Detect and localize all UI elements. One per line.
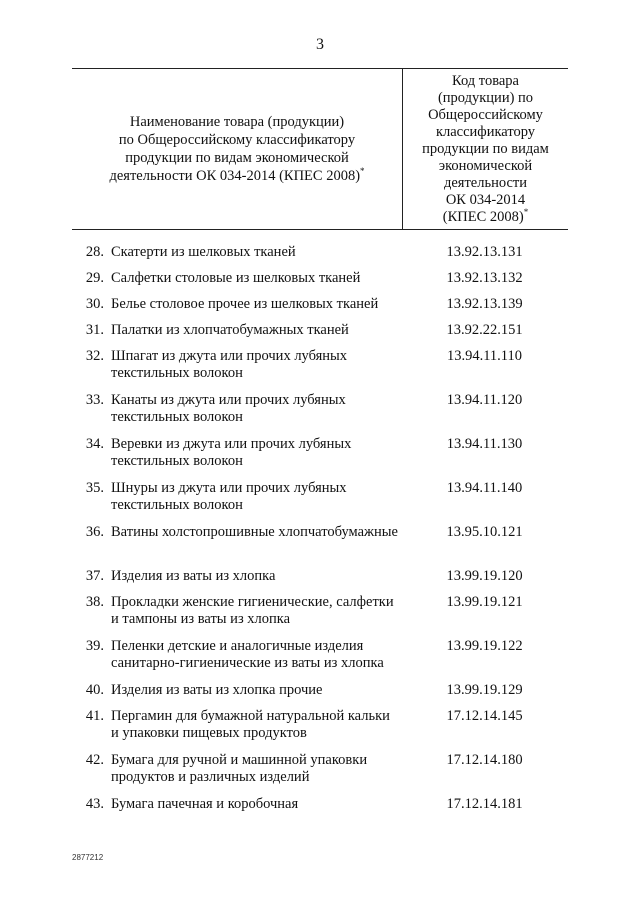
row-number: 42. [85,752,104,768]
document-code: 2877212 [72,853,104,862]
page-number: 3 [316,36,324,53]
row-number: 38. [85,594,104,610]
row-product-name: Бумага пачечная и коробочная [111,796,299,812]
row-product-code: 17.12.14.180 [446,752,523,768]
row-number: 31. [85,322,104,338]
row-product-code: 13.92.13.131 [446,244,523,260]
table-row [72,436,568,480]
row-number: 35. [85,480,104,496]
row-product-code: 13.99.19.121 [446,594,523,610]
row-product-name: Палатки из хлопчатобумажных тканей [111,322,349,338]
table-row [72,244,568,270]
row-product-name: Канаты из джута или прочих лубяных текстильных волокон [111,392,346,425]
header-name-text: Наименование товара (продукции) по Общероссийскому классификатору продукции по видам экономической деятельности ОК 034-2014 (КПЕС 2008) [109,114,361,184]
table-row [72,568,568,594]
table-row [72,322,568,348]
row-product-code: 13.92.22.151 [446,322,523,338]
table-row [72,296,568,322]
row-product-code: 17.12.14.145 [446,708,523,724]
row-product-name: Изделия из ваты из хлопка прочие [111,682,323,698]
row-number: 29. [85,270,104,286]
header-code-column [403,73,568,226]
table-row [72,392,568,436]
row-product-name: Шнуры из джута или прочих лубяных текстильных волокон [111,480,347,513]
table-row [72,682,568,708]
table-row [72,480,568,524]
table-row [72,270,568,296]
row-product-name: Пеленки детские и аналогичные изделия санитарно-гигиенические из ваты из хлопка [111,638,384,671]
table-row [72,708,568,752]
row-product-code: 17.12.14.181 [446,796,523,812]
table-row [72,594,568,638]
row-number: 32. [85,348,104,364]
row-number: 34. [85,436,104,452]
row-number: 39. [85,638,104,654]
row-product-code: 13.94.11.120 [446,392,523,408]
table-row [72,796,568,822]
table-row [72,524,568,568]
row-product-code: 13.99.19.122 [446,638,523,654]
table-row [72,348,568,392]
row-product-name: Бумага для ручной и машинной упаковки продуктов и различных изделий [111,752,368,785]
row-product-name: Веревки из джута или прочих лубяных текстильных волокон [111,436,352,469]
header-name-column [72,69,402,229]
table-row [72,638,568,682]
row-product-code: 13.92.13.139 [446,296,523,312]
row-product-code: 13.94.11.110 [446,348,523,364]
row-number: 28. [85,244,104,260]
row-product-name: Салфетки столовые из шелковых тканей [111,270,361,286]
row-product-code: 13.99.19.129 [446,682,523,698]
row-number: 33. [85,392,104,408]
row-product-name: Белье столовое прочее из шелковых тканей [111,296,379,312]
row-number: 40. [85,682,104,698]
row-product-name: Ватины холстопрошивные хлопчатобумажные [111,524,398,540]
row-number: 36. [85,524,104,540]
row-product-name: Скатерти из шелковых тканей [111,244,296,260]
footnote-mark: * [360,166,365,177]
table-header [72,68,568,230]
row-product-code: 13.94.11.140 [446,480,523,496]
row-product-code: 13.92.13.132 [446,270,523,286]
row-product-code: 13.94.11.130 [446,436,523,452]
row-number: 30. [85,296,104,312]
table-body [72,244,568,822]
footnote-mark: * [523,207,529,218]
table-row [72,752,568,796]
row-number: 41. [85,708,104,724]
row-number: 37. [85,568,104,584]
row-product-name: Пергамин для бумажной натуральной кальки и упаковки пищевых продуктов [111,708,390,741]
row-number: 43. [85,796,104,812]
row-product-name: Шпагат из джута или прочих лубяных текстильных волокон [111,348,348,381]
row-product-name: Прокладки женские гигиенические, салфетки и тампоны из ваты из хлопка [111,594,394,627]
row-product-code: 13.99.19.120 [446,568,523,584]
row-product-code: 13.95.10.121 [446,524,523,540]
header-code-text: Код товара (продукции) по Общероссийскому классификатору продукции по видам экономической деятельности ОК 034-2014 (КПЕС 2008) [422,73,549,225]
row-product-name: Изделия из ваты из хлопка [111,568,276,584]
